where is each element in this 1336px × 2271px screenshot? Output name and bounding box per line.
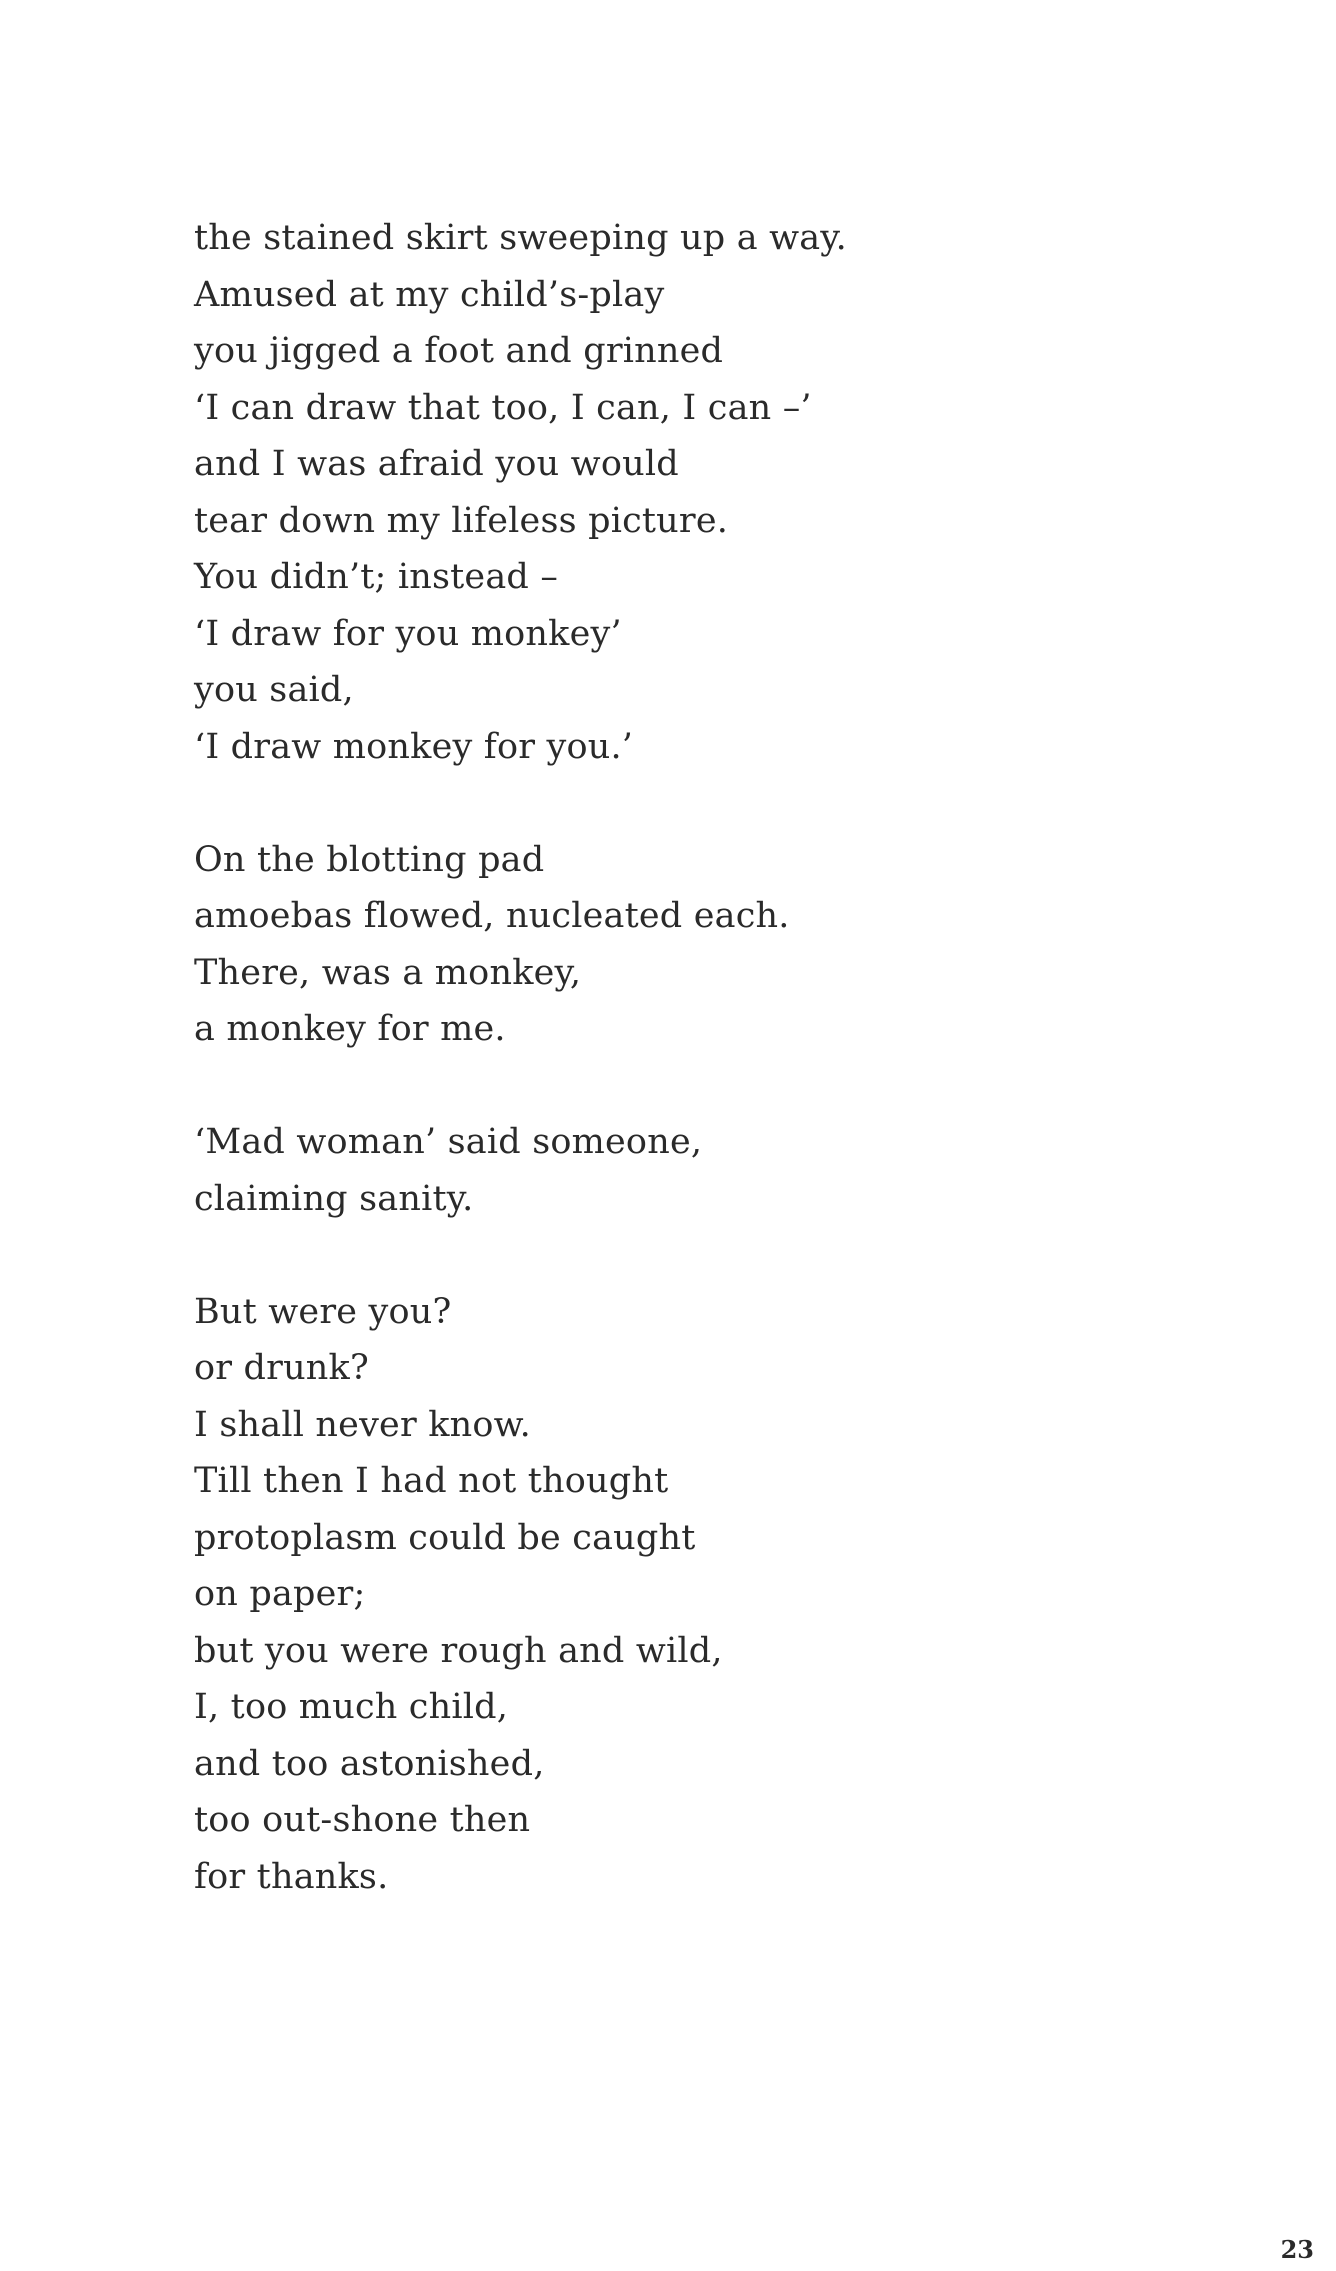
stanza-4 (194, 1284, 1094, 1906)
poem-line: or drunk? (194, 1348, 369, 1388)
poem-line: but you were rough and wild, (194, 1630, 723, 1671)
poem-line: a monkey for me. (194, 1009, 506, 1049)
poem-line: I, too much child, (194, 1687, 509, 1727)
poem-line: and I was afraid you would (194, 444, 679, 484)
poem-line: Till then I had not thought (194, 1461, 669, 1501)
poem-line: There, was a monkey, (194, 952, 582, 993)
stanza-1 (194, 210, 1094, 775)
poem-line: tear down my lifeless picture. (194, 500, 729, 541)
poem-line: and too astonished, (194, 1743, 545, 1784)
page-number: 23 (1280, 2235, 1314, 2264)
poem-line: ‘Mad woman’ said someone, (194, 1122, 703, 1162)
poem-line: But were you? (194, 1291, 452, 1332)
poem-line: Amused at my child’s-play (194, 274, 665, 315)
poem-line: too out-shone then (194, 1800, 531, 1840)
poem-line: you jigged a foot and grinned (194, 331, 724, 371)
stanza-3 (194, 1114, 1094, 1227)
poem-line: ‘I draw for you monkey’ (194, 613, 622, 654)
poem-line: You didn’t; instead – (194, 557, 559, 597)
poem-line: ‘I can draw that too, I can, I can –’ (194, 387, 812, 428)
poem-text (194, 210, 1094, 1905)
poem-line: the stained skirt sweeping up a way. (194, 218, 847, 258)
poem-line: I shall never know. (194, 1404, 531, 1445)
poem-line: protoplasm could be caught (194, 1517, 696, 1558)
stanza-2 (194, 832, 1094, 1058)
poem-line: amoebas flowed, nucleated each. (194, 896, 790, 936)
poem-line: claiming sanity. (194, 1178, 474, 1219)
poem-line: you said, (194, 670, 354, 710)
poem-line: ‘I draw monkey for you.’ (194, 726, 634, 767)
poem-line: on paper; (194, 1574, 366, 1614)
poem-line: for thanks. (194, 1856, 389, 1897)
poem-line: On the blotting pad (194, 839, 545, 880)
